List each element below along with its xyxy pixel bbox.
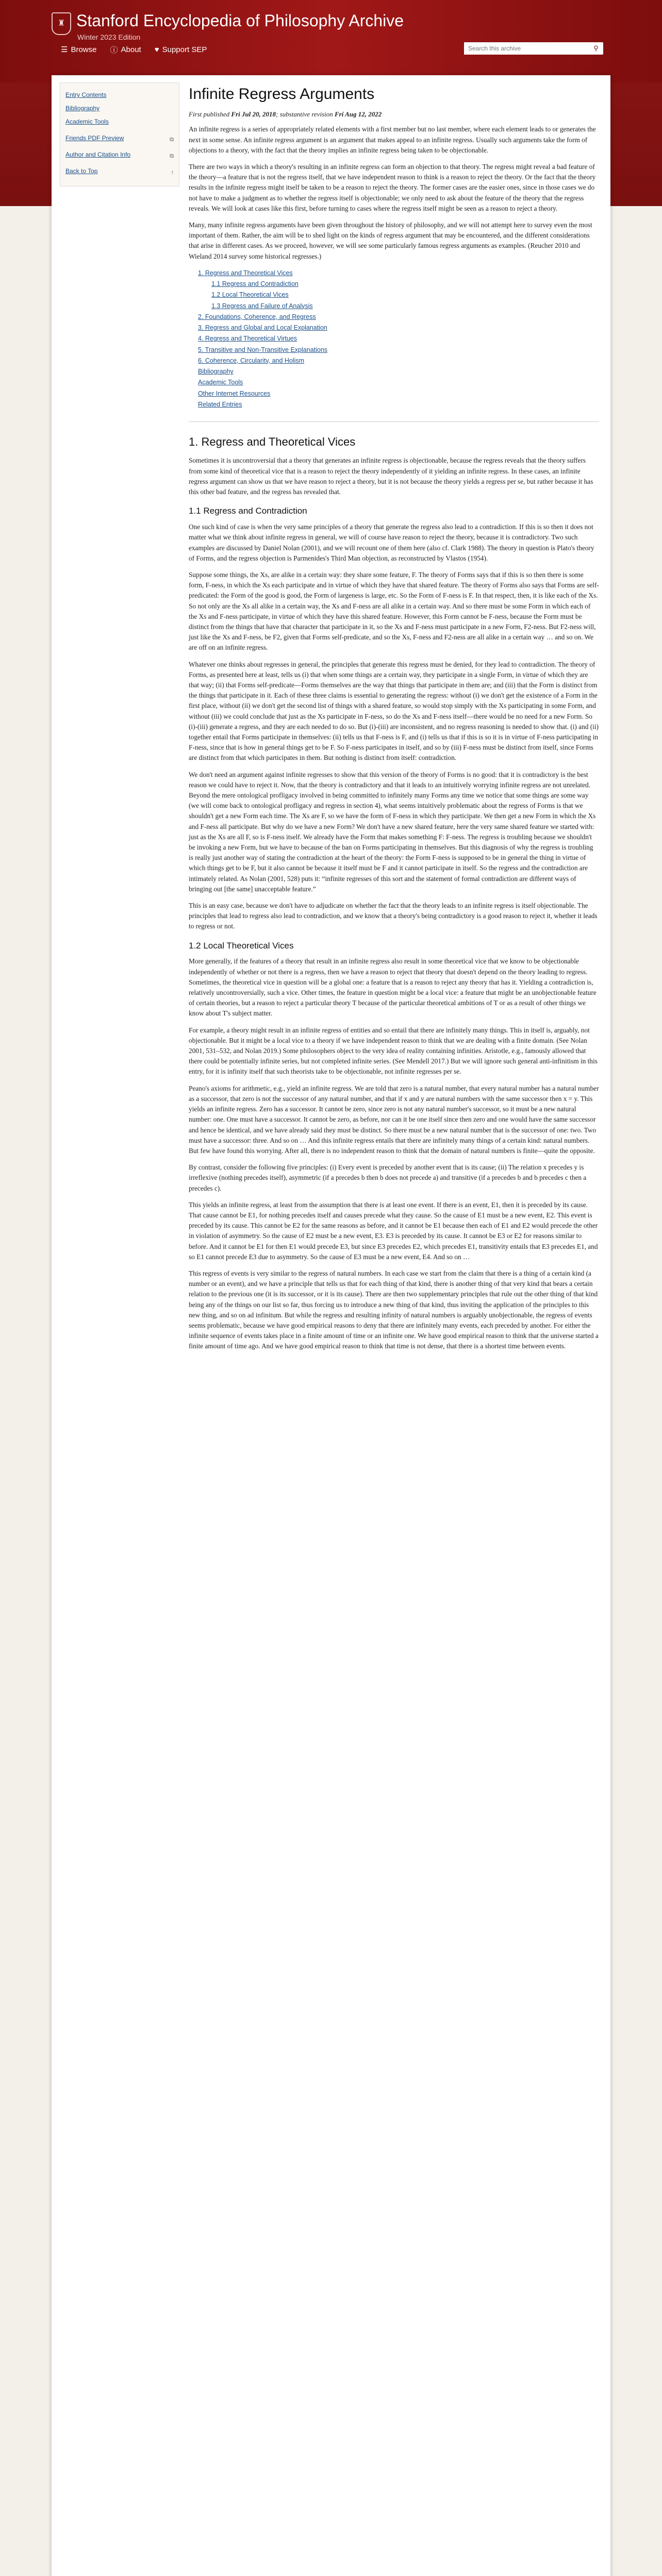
nav-browse[interactable] <box>61 45 96 54</box>
section-paragraph: Sometimes it is uncontroversial that a theory that generates an infinite regress is objectionable, because the regress reveals that the theory suffers from some kind of theoretical vice that is a reason to reject the theory independently of it yielding an infinite regress. In these cases, an infinite regress argument can show us that we have reason to reject a theory, but it is not because the theory yields a regress per se, but rather because it has this other bad feature, and the regress has revealed that. <box>189 456 593 496</box>
toc-item <box>198 388 599 399</box>
section-paragraph: We don't need an argument against infinite regresses to show that this version of the theory of Forms is no good: that it is contradictory is the best reason we could have to reject it. Now, that the theory is contradictory and that it leads to an intuitively worrying infinite regress are not unrelated. Beyond the mere ontological profligacy involved in being committed to infinitely many Forms any time we notice that some things are some way (we will come back to ontological profligacy and regress in section 4), what seems intuitively problematic about the regress of Forms is that we shouldn't get a new Form each time. The Xs are F, so we have the form of F-ness in which they participate. We then get a new Form in which the Xs and F-ness all participate. But why do we have a new Form? We don't have a new shared feature, here the very same shared feature we started with: just as the Xs are all F, so is F-ness itself. We already have the Form that makes something F: F-ness. The regress is troubling because we shouldn't be invoking a new Form, but we have to because of the ban on Forms participating in themselves. But this diagnosis of why the regress is troubling is really just another way of stating the contradiction at the heart of the theory: the Form F-ness is supposed to be in general the thing in virtue of which things get to be F, but it also cannot be because it itself must be F and it cannot participate in itself. So the regress and the contradiction are intimately related. As Nolan (2001, 528) puts it: “infinite regresses of this sort and the statement of formal contradiction are different ways of bringing out [the same] unacceptable feature.” <box>189 770 596 893</box>
section-paragraph: This regress of events is very similar to the regress of natural numbers. In each case we start from the claim that there is a thing of a certain kind (a number or an event), and we have a principle that tells us that for each thing of that kind, there is another thing of that very kind that bears a certain relation to the previous one (it is its successor, or it is its cause). There are then two supplementary principles that rule out the other thing of that kind being any of the things on our list so far, thus forcing us to introduce a new thing of that kind, thus inviting the application of the principles to this new thing, and so on ad infinitum. But while the regress and resulting infinity of natural numbers is arguably unobjectionable, the regress of events seems problematic, because we have good empirical reasons to deny that there are infinitely many events, each preceded by another. For either the infinite sequence of events takes place in a finite amount of time or an infinite one. We have good empirical reason to think that the universe started a finite amount of time ago. And we have good empirical reason to think that time is not dense, that there is a shortest time between events. <box>189 1269 599 1350</box>
toc-item <box>198 323 599 333</box>
toc-item <box>198 377 599 388</box>
subsection-heading: 1.2 Local Theoretical Vices <box>189 940 294 951</box>
section-paragraph: Suppose some things, the Xs, are alike in a certain way: they share some feature, F. The theory of Forms says that if this is so then there is some form, F-ness, in which the Xs each participate and in virtue of which they have that shared feature. The theory of Forms also says that Forms are self-predicated: the Form of the good is good, the Form of largeness is large, etc. So the Form of F-ness is F. In that respect, then, it is like each of the Xs. So not only are the Xs all alike in a certain way, the Xs and F-ness are all alike in a certain way. And so there must be some Form in which each of the Xs and F-ness participate, in virtue of which they have this shared feature. However, this Form cannot be F-ness, because the Form must be distinct from the things that have that character that participate in it, so the Xs and F-ness must participate in a new Form, F2-ness. But F2-ness will, just like the Xs and F-ness, be F2, given that Forms self-predicate, and so the Xs, F-ness and F2-ness are all alike in a certain way … and so on. We are off on an infinite regress. <box>189 570 599 652</box>
edition-label: Winter 2023 Edition <box>77 33 141 41</box>
toc-item <box>211 301 599 312</box>
section-paragraph: More generally, if the features of a theory that result in an infinite regress also result in some theoretical vice that we know to be objectionable independently of whether or not there is a regress, then we have a reason to reject that theory that doesn't depend on the theory leading to regress. Sometimes, the theoretical vice in question will be a global one: a feature that is a reason to reject any theory that has it. Yielding a contradiction is, relatively uncontroversially, such a vice. Other times, the feature in question might be a local vice: a feature that might be an unobjectionable feature of certain theories, but a reason to reject a particular theory T because of the particular theoretical ambitions of T or as a result of other things we know about T's subject matter. <box>189 957 597 1018</box>
nav-browse-label: Browse <box>71 45 97 54</box>
toc-item <box>198 312 599 323</box>
sidebar-row-pdf <box>65 131 174 148</box>
menu-icon: ☰ <box>61 45 68 54</box>
pub-date: Fri Jul 20, 2018 <box>231 110 276 118</box>
toc-link[interactable]: 1. Regress and Theoretical Vices <box>198 269 293 277</box>
section-heading: 1. Regress and Theoretical Vices <box>189 435 356 449</box>
publication-info <box>189 109 599 120</box>
toc-item <box>198 268 599 279</box>
toc-item <box>198 366 599 377</box>
sidebar-link-bibliography[interactable]: Bibliography <box>65 105 100 112</box>
toc-link[interactable]: 1.3 Regress and Failure of Analysis <box>211 302 313 310</box>
intro-paragraph: An infinite regress is a series of appropriately related elements with a first member but no last member, where each element leads to or generates the next in some sense. An infinite regress argument is an argument that makes appeal to an infinite regress. Usually such arguments take the form of objections to a theory, with the fact that the theory implies an infinite regress being taken to be objectionable. <box>189 125 596 154</box>
toc-link[interactable]: 1.2 Local Theoretical Vices <box>211 291 289 299</box>
sidebar-link-academic-tools[interactable]: Academic Tools <box>65 118 109 125</box>
toc-link[interactable]: 1.1 Regress and Contradiction <box>211 280 299 288</box>
toc-link[interactable]: 5. Transitive and Non-Transitive Explanations <box>198 346 328 353</box>
sidebar-row-top <box>65 164 174 181</box>
toc-link[interactable]: Other Internet Resources <box>198 389 271 397</box>
section-paragraph: Peano's axioms for arithmetic, e.g., yield an infinite regress. We are told that zero is a natural number, that every natural number has a natural number as a successor, that zero is not the successor of any natural number, and that if x and y are natural numbers with the same successor then x = y. This yields an infinite regress. Zero has a successor. It cannot be zero, since zero is not any natural number's successor, so it must be a new natural number: one. One must have a successor. It cannot be zero, as before, nor can it be one itself since then zero and one would have the same successor and hence be identical, and we have already said they must be distinct. So there must be a new natural number that is the successor of one: two. Two must have a successor: three. And so on … And this infinite regress entails that there are infinitely many things of a certain kind: natural numbers. But few have found this worrying. After all, there is no independent reason to think that the domain of natural numbers is finite—quite the opposite. <box>189 1084 599 1155</box>
toc-item <box>211 290 599 300</box>
pub-prefix: First published <box>189 110 231 118</box>
sidebar-link-entry-contents[interactable]: Entry Contents <box>65 91 107 98</box>
info-icon: ⓘ <box>110 45 118 55</box>
intro-paragraph: Many, many infinite regress arguments have been given throughout the history of philosophy, and we will not attempt here to survey even the most important of them. Rather, the aim will be to shed light on the kinds of regress argument that may be encountered, and the different considerations that arise in different cases. As we proceed, however, we will see some particularly famous regress arguments as examples. (Reucher 2010 and Wieland 2014 survey some historical regresses.) <box>189 221 592 260</box>
intro-paragraph: There are two ways in which a theory's resulting in an infinite regress can form an objection to that theory. The regress might reveal a bad feature of the theory—a feature that is not the regress itself, that we have independent reason to think is a reason to reject the theory. Or the fact that the theory results in the infinite regress might itself be taken to be a reason to reject the theory. The former cases are the easier ones, since in those cases we do not have to make a judgment as to whether the regress itself is objectionable; we only need to ask about the feature of the theory that the regress reveals. We will look at cases like this first, before turning to cases where the regress itself might be seen as a reason to reject a theory. <box>189 162 596 212</box>
toc-link[interactable]: Related Entries <box>198 400 242 408</box>
search-input[interactable] <box>464 42 589 55</box>
nav-support-label: Support SEP <box>162 45 207 54</box>
toc-item <box>198 345 599 355</box>
content-container <box>52 75 610 2576</box>
top-nav <box>61 42 207 57</box>
toc-link[interactable]: 2. Foundations, Coherence, and Regress <box>198 313 316 320</box>
rev-date: Fri Aug 12, 2022 <box>335 110 382 118</box>
toc-item <box>198 355 599 366</box>
section-paragraph: This yields an infinite regress, at least from the assumption that there is at least one event. If there is an event, E1, then it is preceded by its cause. That cause cannot be E1, for nothing precedes itself and causes precede what they cause. So the cause of E1 must be a new event, E2. This event is preceded by its cause. This cannot be E2 for the same reasons as before, and it cannot be E1 because then each of E1 and E2 would precede the other in violation of asymmetry. So the cause of E2 must be a new event, E3. E3 is preceded by its cause. It cannot be E3 or E2 for reasons similar to before. And it cannot be E1 for then E1 would precede E3, but since E3 precedes E2, which precedes E1, transitivity entails that E3 precedes E1, and so E1 cannot precede E3 due to asymmetry. So the cause of E3 must be a new event, E4. And so on … <box>189 1200 598 1261</box>
search-icon[interactable]: ⚲ <box>593 44 599 52</box>
toc-item <box>198 399 599 410</box>
sidebar-row-citation <box>65 148 174 164</box>
section-paragraph: By contrast, consider the following five principles: (i) Every event is preceded by another event that is its cause; (ii) The relation x precedes y is irreflexive (nothing precedes itself), asymmetric (if a precedes b then b does not precede a) and transitive (if a precedes b and b precedes c then a precedes c). <box>189 1163 587 1192</box>
sidebar-link-pdf-preview[interactable]: Friends PDF Preview <box>65 134 124 142</box>
entry-main <box>189 82 599 1358</box>
sidebar <box>60 82 179 187</box>
rev-prefix: ; substantive revision <box>276 110 335 118</box>
toc-item <box>211 279 599 290</box>
divider <box>189 421 599 422</box>
sidebar-link-back-to-top[interactable]: Back to Top <box>65 167 98 175</box>
section-paragraph: One such kind of case is when the very same principles of a theory that generate the regress also lead to a contradiction. If this is so then it does not matter what we think about infinite regress in general, we will of course have reason to reject the theory, because it is contradictory. Two such examples are discussed by Daniel Nolan (2001), and we will recount one of them here (also cf. Clark 1988). The theory in question is Plato's theory of Forms, and the regress objection is Parmenides's Third Man objection, as reconstructed by Vlastos (1954). <box>189 523 594 562</box>
toc-link[interactable]: 6. Coherence, Circularity, and Holism <box>198 357 305 364</box>
toc-link[interactable]: 4. Regress and Theoretical Virtues <box>198 335 297 343</box>
entry-title: Infinite Regress Arguments <box>189 86 375 103</box>
subsection-heading: 1.1 Regress and Contradiction <box>189 506 307 516</box>
nav-about[interactable] <box>110 44 141 55</box>
sep-logo-icon[interactable]: ♜ <box>52 12 71 35</box>
table-of-contents <box>198 268 599 410</box>
sidebar-link-citation-info[interactable]: Author and Citation Info <box>65 151 131 158</box>
section-paragraph: Whatever one thinks about regresses in general, the principles that generate this regress must be denied, for they lead to contradiction. The theory of Forms, as presented here at least, tells us (i) that when some things are a certain way, they participate in a single Form, in virtue of which they are that way; (ii) that Forms self-predicate—Forms themselves are the way that things that participate in them are; and (iii) that the Form is distinct from the things that participate in it. Each of these three claims is essential to generating the regress: without (i) we don't get the existence of a Form in the first place, without (ii) we don't get the second list of things with a shared feature, so would stop simply with the Xs participating in some Form, and without (iii) we could conclude that just as the Xs participate in F-ness, so do the Xs and F-ness itself—there would be no need for a new Form. So (i)-(iii) generate a regress, and they are each needed to do so. But (i)-(iii) are inconsistent, and no regress reasoning is needed to show that. (i) and (ii) together entail that Forms participate in themselves: (ii) tells us that F-ness is F, and (i) tells us that if this is so it is in virtue of F-ness participating in F-ness, since that is how in general things get to be F. So F-ness participates in itself, and so by (iii) F-ness must be distinct from itself, since Forms are distinct from that which participates in them. But nothing is distinct from itself: contradiction. <box>189 660 599 762</box>
nav-support[interactable] <box>155 45 207 54</box>
search-box <box>464 42 603 55</box>
external-link-icon[interactable]: ⧉ <box>170 152 174 159</box>
toc-link[interactable]: Bibliography <box>198 368 234 376</box>
section-paragraph: For example, a theory might result in an infinite regress of entities and so entail that there are infinitely many things. This in itself is, arguably, not objectionable. But it might be a local vice to a theory if we have independent reason to think that we are dealing with a finite domain. (See Nolan 2001, 531–532, and Nolan 2019.) Some philosophers object to the very idea of reality containing infinities. Aristotle, e.g., famously allowed that there could be potentially infinite series, but not completed infinite series. (See Mendell 2017.) But we will ignore such general anti-infinitism in this entry, for it is infinity itself that such theorists take to be objectionable, not infinite regresses per se. <box>189 1026 598 1076</box>
toc-link[interactable]: 3. Regress and Global and Local Explanation <box>198 324 327 332</box>
site-title[interactable]: Stanford Encyclopedia of Philosophy Archive <box>76 11 404 30</box>
toc-link[interactable]: Academic Tools <box>198 379 243 386</box>
arrow-up-icon[interactable]: ↑ <box>171 170 174 176</box>
heart-icon: ♥ <box>154 45 159 54</box>
section-paragraph: This is an easy case, because we don't have to adjudicate on whether the fact that the theory leads to an infinite regress is itself objectionable. The principles that lead to regress also lead to contradiction, and we know that a theory's being contradictory is a good reason to reject it, whether it leads to regress or not. <box>189 902 598 930</box>
nav-about-label: About <box>121 45 141 54</box>
site-banner <box>0 0 662 82</box>
sidebar-box <box>60 82 179 187</box>
external-link-icon[interactable]: ⧉ <box>170 136 174 143</box>
toc-item <box>198 333 599 344</box>
